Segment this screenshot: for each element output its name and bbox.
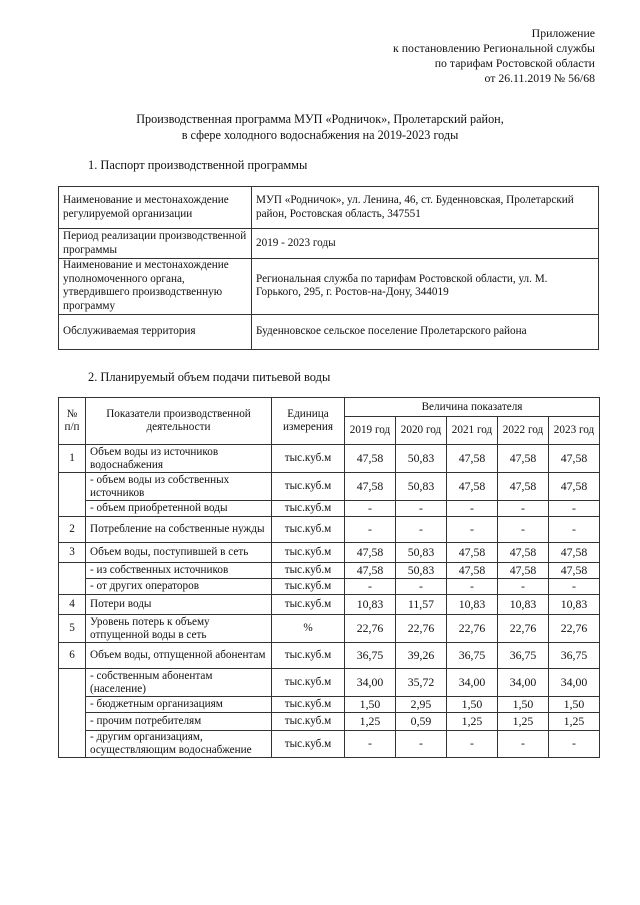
table-row	[59, 579, 600, 595]
value-cell: 47,58	[447, 563, 498, 579]
col-header-indicator: Показатели производственной деятельности	[86, 398, 272, 445]
value-cell: 47,58	[345, 563, 396, 579]
value-cell: -	[447, 731, 498, 758]
passport-value: МУП «Родничок», ул. Ленина, 46, ст. Буденновская, Пролетарский район, Ростовская область, 347551	[252, 187, 599, 229]
value-cell: 1,50	[447, 697, 498, 713]
value-cell: 47,58	[498, 445, 549, 473]
appendix-line: к постановлению Региональной службы	[393, 41, 595, 56]
indicator-name: - из собственных источников	[86, 563, 272, 579]
indicator-name: Уровень потерь к объему отпущенной воды в сеть	[86, 615, 272, 643]
water-volume-table	[58, 397, 600, 758]
col-header-year: 2022 год	[498, 417, 549, 445]
document-title	[0, 112, 640, 144]
value-cell: -	[345, 579, 396, 595]
value-cell: 1,25	[549, 713, 600, 731]
value-cell: 47,58	[549, 473, 600, 501]
indicator-name: - другим организациям, осуществляющим водоснабжение	[86, 731, 272, 758]
value-cell: -	[345, 731, 396, 758]
table-row	[59, 595, 600, 615]
indicator-name: Объем воды, отпущенной абонентам	[86, 643, 272, 669]
table-row	[59, 563, 600, 579]
value-cell: 36,75	[447, 643, 498, 669]
appendix-block	[393, 26, 595, 86]
value-cell: 34,00	[447, 669, 498, 697]
title-line: Производственная программа МУП «Родничок», Пролетарский район,	[136, 112, 504, 126]
indicator-name: - объем приобретенной воды	[86, 501, 272, 517]
value-cell: -	[396, 579, 447, 595]
value-cell: 1,25	[498, 713, 549, 731]
passport-label: Наименование и местонахождение регулируемой организации	[59, 187, 252, 229]
value-cell: -	[447, 517, 498, 543]
value-cell: 47,58	[345, 445, 396, 473]
value-cell: 35,72	[396, 669, 447, 697]
value-cell: 47,58	[549, 445, 600, 473]
col-header-unit: Единица измерения	[272, 398, 345, 445]
value-cell: 36,75	[549, 643, 600, 669]
col-header-year: 2020 год	[396, 417, 447, 445]
indicator-name: - бюджетным организациям	[86, 697, 272, 713]
row-number: 5	[59, 615, 86, 643]
table-row	[59, 445, 600, 473]
value-cell: 1,50	[345, 697, 396, 713]
indicator-name: Потребление на собственные нужды	[86, 517, 272, 543]
passport-row	[59, 229, 599, 259]
value-cell: -	[396, 517, 447, 543]
value-cell: 10,83	[498, 595, 549, 615]
passport-row	[59, 314, 599, 349]
value-cell: 50,83	[396, 563, 447, 579]
value-cell: 10,83	[549, 595, 600, 615]
unit-cell: тыс.куб.м	[272, 713, 345, 731]
value-cell: -	[549, 579, 600, 595]
value-cell: 0,59	[396, 713, 447, 731]
unit-cell: тыс.куб.м	[272, 697, 345, 713]
indicator-name: - собственным абонентам (население)	[86, 669, 272, 697]
value-cell: 11,57	[396, 595, 447, 615]
unit-cell: тыс.куб.м	[272, 517, 345, 543]
value-cell: 1,25	[345, 713, 396, 731]
value-cell: 10,83	[447, 595, 498, 615]
value-cell: 1,50	[498, 697, 549, 713]
section-2-heading: 2. Планируемый объем подачи питьевой воды	[88, 370, 331, 384]
value-cell: 34,00	[549, 669, 600, 697]
value-cell: -	[447, 501, 498, 517]
value-cell: 2,95	[396, 697, 447, 713]
unit-cell: %	[272, 615, 345, 643]
value-cell: 50,83	[396, 543, 447, 563]
value-cell: -	[345, 501, 396, 517]
value-cell: 47,58	[498, 543, 549, 563]
unit-cell: тыс.куб.м	[272, 473, 345, 501]
passport-value: 2019 - 2023 годы	[252, 229, 599, 259]
table-row	[59, 669, 600, 697]
unit-cell: тыс.куб.м	[272, 731, 345, 758]
table-row	[59, 731, 600, 758]
value-cell: 47,58	[345, 473, 396, 501]
unit-cell: тыс.куб.м	[272, 579, 345, 595]
value-cell: 22,76	[549, 615, 600, 643]
value-cell: 34,00	[345, 669, 396, 697]
value-cell: 47,58	[345, 543, 396, 563]
title-line: в сфере холодного водоснабжения на 2019-2023 годы	[181, 127, 459, 142]
unit-cell: тыс.куб.м	[272, 445, 345, 473]
unit-cell: тыс.куб.м	[272, 643, 345, 669]
appendix-date-line: от 26.11.2019 № 56/68	[484, 71, 595, 86]
section-1-heading: 1. Паспорт производственной программы	[88, 158, 308, 172]
col-header-year: 2023 год	[549, 417, 600, 445]
passport-row	[59, 259, 599, 315]
passport-table	[58, 186, 599, 350]
value-cell: 47,58	[447, 445, 498, 473]
col-header-year: 2021 год	[447, 417, 498, 445]
row-number: 6	[59, 643, 86, 669]
value-cell: 47,58	[447, 543, 498, 563]
row-number	[59, 473, 86, 517]
unit-cell: тыс.куб.м	[272, 595, 345, 615]
passport-label: Обслуживаемая территория	[59, 314, 252, 349]
unit-cell: тыс.куб.м	[272, 501, 345, 517]
value-cell: 22,76	[498, 615, 549, 643]
value-cell: -	[498, 501, 549, 517]
unit-cell: тыс.куб.м	[272, 543, 345, 563]
row-number	[59, 669, 86, 758]
value-cell: -	[549, 501, 600, 517]
table-row	[59, 501, 600, 517]
value-cell: 22,76	[345, 615, 396, 643]
table-row	[59, 517, 600, 543]
value-cell: -	[549, 731, 600, 758]
value-cell: 36,75	[345, 643, 396, 669]
value-cell: -	[498, 517, 549, 543]
value-cell: 47,58	[498, 563, 549, 579]
row-number: 1	[59, 445, 86, 473]
passport-row	[59, 187, 599, 229]
indicator-name: Объем воды, поступившей в сеть	[86, 543, 272, 563]
value-cell: -	[498, 579, 549, 595]
col-header-year: 2019 год	[345, 417, 396, 445]
value-cell: -	[396, 731, 447, 758]
value-cell: 47,58	[549, 563, 600, 579]
appendix-line: Приложение	[531, 26, 595, 40]
indicator-name: Объем воды из источников водоснабжения	[86, 445, 272, 473]
unit-cell: тыс.куб.м	[272, 563, 345, 579]
value-cell: 36,75	[498, 643, 549, 669]
indicator-name: - прочим потребителям	[86, 713, 272, 731]
unit-cell: тыс.куб.м	[272, 669, 345, 697]
value-cell: 50,83	[396, 473, 447, 501]
indicator-name: Потери воды	[86, 595, 272, 615]
row-number: 2	[59, 517, 86, 543]
passport-label: Наименование и местонахождение уполномоченного органа, утвердившего производственную программу	[59, 259, 252, 315]
value-cell: 10,83	[345, 595, 396, 615]
table-body	[59, 445, 600, 758]
value-cell: -	[345, 517, 396, 543]
value-cell: -	[498, 731, 549, 758]
table-row	[59, 643, 600, 669]
row-number: 4	[59, 595, 86, 615]
value-cell: 47,58	[447, 473, 498, 501]
value-cell: -	[447, 579, 498, 595]
value-cell: 50,83	[396, 445, 447, 473]
value-cell: 22,76	[447, 615, 498, 643]
value-cell: 1,50	[549, 697, 600, 713]
value-cell: -	[396, 501, 447, 517]
row-number: 3	[59, 543, 86, 563]
col-header-value-group: Величина показателя	[345, 398, 600, 417]
header-row	[59, 398, 600, 417]
indicator-name: - объем воды из собственных источников	[86, 473, 272, 501]
table-row	[59, 713, 600, 731]
col-header-num: № п/п	[59, 398, 86, 445]
table-row	[59, 473, 600, 501]
value-cell: 47,58	[498, 473, 549, 501]
indicator-name: - от других операторов	[86, 579, 272, 595]
value-cell: 34,00	[498, 669, 549, 697]
value-cell: -	[549, 517, 600, 543]
table-row	[59, 697, 600, 713]
value-cell: 39,26	[396, 643, 447, 669]
value-cell: 1,25	[447, 713, 498, 731]
row-number	[59, 563, 86, 595]
passport-label: Период реализации производственной программы	[59, 229, 252, 259]
passport-value: Буденновское сельское поселение Пролетарского района	[252, 314, 599, 349]
passport-value: Региональная служба по тарифам Ростовской области, ул. М. Горького, 295, г. Ростов-на-Дону, 344019	[252, 259, 599, 315]
value-cell: 22,76	[396, 615, 447, 643]
appendix-line: по тарифам Ростовской области	[434, 56, 595, 71]
table-row	[59, 543, 600, 563]
value-cell: 47,58	[549, 543, 600, 563]
table-row	[59, 615, 600, 643]
